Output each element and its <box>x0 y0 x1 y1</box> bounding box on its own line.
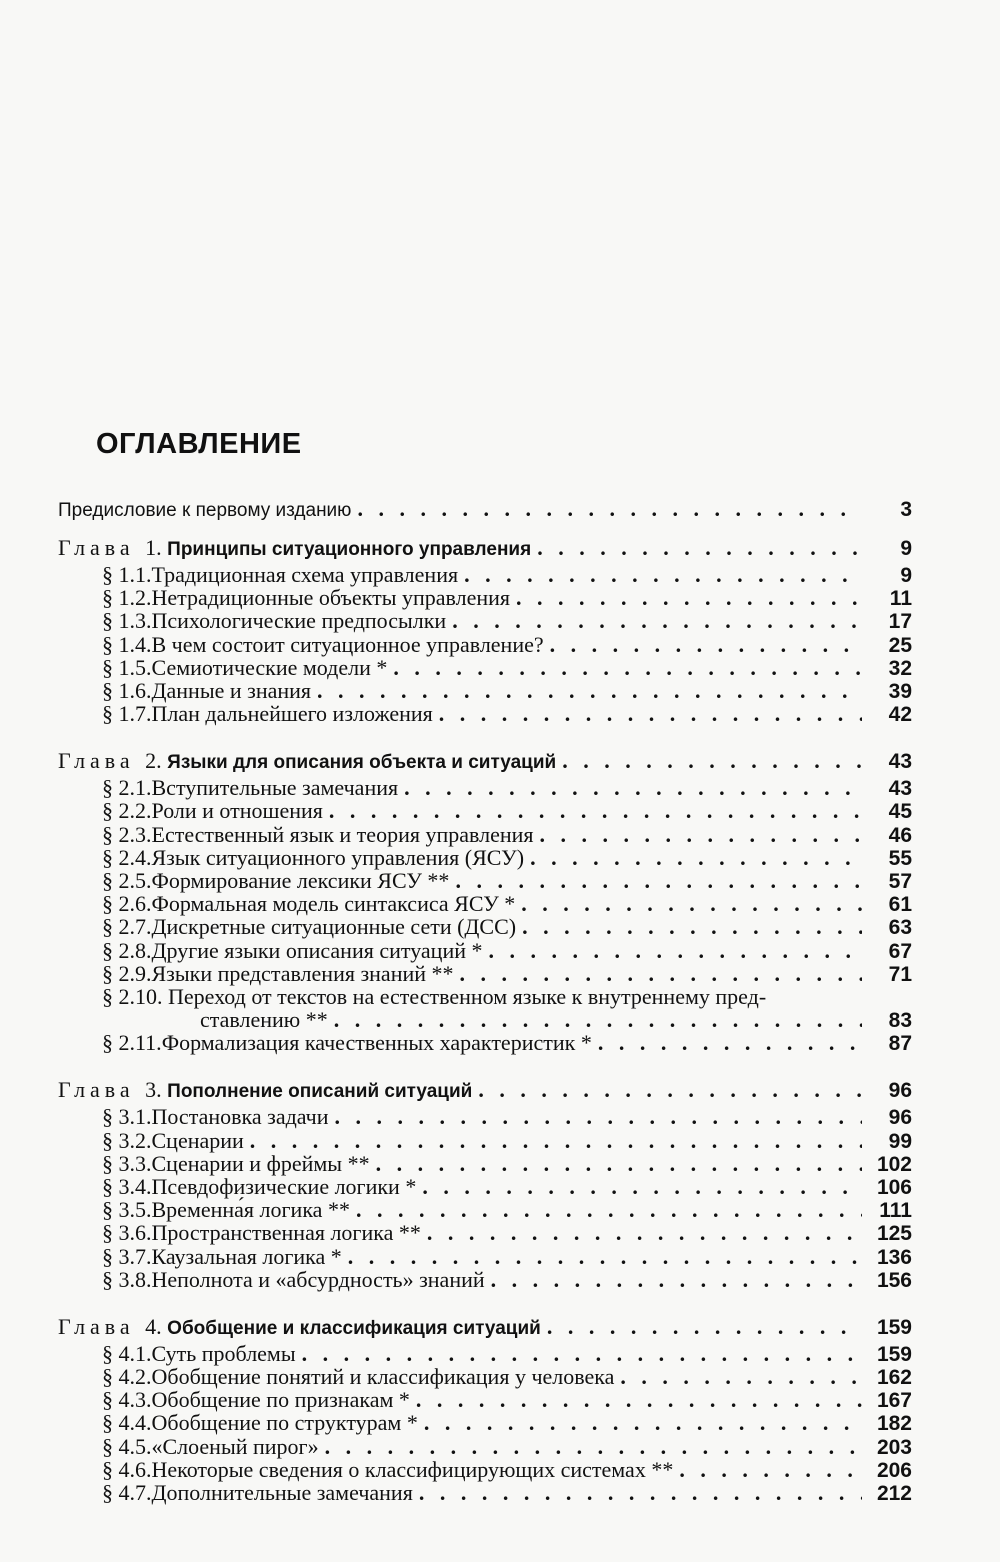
section-title: Нетрадиционные объекты управления <box>151 585 511 611</box>
section-number: § 4.3. <box>102 1387 152 1413</box>
section-number: § 3.6. <box>102 1220 152 1246</box>
section-label <box>102 679 311 703</box>
page-number: 57 <box>888 870 912 893</box>
section-entry[interactable] <box>102 1268 912 1293</box>
section-label <box>102 799 323 823</box>
page-number: 96 <box>888 1079 912 1103</box>
chapter-prefix: Глава <box>58 1077 146 1103</box>
section-label <box>102 892 515 916</box>
page-number: 3 <box>900 498 912 521</box>
page-number: 203 <box>876 1435 912 1459</box>
dot-leader <box>452 609 862 633</box>
section-label <box>102 846 524 870</box>
section-number: § 2.6. <box>102 891 152 917</box>
section-number: § 2.4. <box>102 844 152 870</box>
section-number: § 4.6. <box>102 1456 152 1482</box>
section-label <box>102 1435 319 1459</box>
section-number: § 2.2. <box>102 798 152 824</box>
section-label <box>102 1031 592 1055</box>
section-number: § 2.3. <box>102 821 152 847</box>
section-title: Другие языки описания ситуаций * <box>151 937 483 963</box>
section-title: Псевдофизические логики * <box>151 1174 417 1199</box>
section-label <box>102 1175 416 1199</box>
section-label <box>102 1268 485 1292</box>
page-number: 43 <box>888 750 912 774</box>
dot-leader <box>317 679 862 703</box>
section-title: Переход от текстов на естественном языке к внутреннему пред- <box>168 984 767 1009</box>
section-label <box>102 1365 614 1389</box>
section-title: Постановка задачи <box>151 1104 329 1130</box>
section-title: Формализация качественных характеристик * <box>161 1030 592 1056</box>
dot-leader <box>250 1129 862 1153</box>
page-number: 39 <box>888 680 912 703</box>
page-number: 9 <box>900 564 912 587</box>
dot-leader <box>478 1078 862 1102</box>
section-number: § 1.3. <box>102 608 152 634</box>
section-title: Дополнительные замечания <box>151 1480 413 1505</box>
section-label <box>102 563 458 587</box>
section-title: Некоторые сведения о классифицирующих системах ** <box>151 1456 674 1482</box>
chapter-prefix: Глава <box>58 748 146 774</box>
dot-leader <box>530 846 862 870</box>
page-number: 42 <box>888 703 912 727</box>
dot-leader <box>620 1365 862 1389</box>
section-number: § 3.2. <box>102 1127 152 1153</box>
section-number: § 3.8. <box>102 1266 152 1292</box>
section-title: Данные и знания <box>151 678 312 703</box>
section-title: Неполнота и «абсурдность» знаний <box>151 1266 485 1292</box>
page-number: 32 <box>888 656 912 680</box>
page-number: 206 <box>876 1458 912 1482</box>
section-title: Языки представления знаний ** <box>151 960 454 986</box>
page-number: 9 <box>900 537 912 560</box>
section-number: § 1.6. <box>102 678 152 703</box>
section-title: Обобщение по структурам * <box>151 1410 418 1436</box>
page-number: 102 <box>876 1152 912 1176</box>
dot-leader <box>491 1268 862 1292</box>
section-title: Каузальная логика * <box>151 1243 342 1269</box>
dot-leader <box>460 962 862 986</box>
section-number: § 2.8. <box>102 937 152 963</box>
section-label <box>102 776 398 800</box>
chapter-entry[interactable] <box>58 1078 912 1104</box>
dot-leader <box>550 633 862 657</box>
section-number: § 3.7. <box>102 1243 152 1269</box>
dot-leader <box>335 1105 863 1129</box>
dot-leader <box>376 1152 862 1176</box>
page-number: 156 <box>876 1268 912 1292</box>
dot-leader <box>464 563 862 587</box>
dot-leader <box>547 1315 862 1339</box>
chapter-number: 1. <box>145 535 168 560</box>
section-title: Вступительные замечания <box>151 775 399 801</box>
section-title: Формирование лексики ЯСУ ** <box>151 868 450 893</box>
section-number: § 2.9. <box>102 960 152 986</box>
section-label <box>102 869 449 893</box>
section-label <box>102 1152 370 1176</box>
chapter-entry[interactable] <box>58 536 912 562</box>
chapter-title: Принципы ситуационного управления <box>167 539 532 560</box>
chapter-label <box>58 1315 541 1341</box>
section-number: § 3.5. <box>102 1197 152 1223</box>
chapter-label <box>58 749 556 775</box>
section-number: § 2.7. <box>102 914 152 940</box>
section-title: Естественный язык и теория управления <box>151 821 534 847</box>
chapter-prefix: Глава <box>58 535 146 560</box>
section-title: Семиотические модели * <box>151 654 388 680</box>
section-number: § 1.5. <box>102 654 152 680</box>
chapter-prefix: Глава <box>58 1313 146 1339</box>
section-title: Сценарии <box>151 1127 244 1153</box>
section-title: Роли и отношения <box>151 798 323 824</box>
section-title: Дискретные ситуационные сети (ДСС) <box>151 914 517 940</box>
section-label <box>102 939 483 963</box>
dot-leader <box>598 1031 862 1055</box>
dot-leader <box>325 1435 862 1459</box>
dot-leader <box>427 1221 862 1245</box>
section-label <box>102 1458 673 1482</box>
section-label <box>102 1221 421 1245</box>
page-number: 159 <box>876 1315 912 1339</box>
section-label <box>102 1198 350 1222</box>
section-number: § 1.1. <box>102 562 152 587</box>
section-label <box>102 656 387 680</box>
chapter-title: Языки для описания объекта и ситуаций <box>167 752 557 774</box>
section-label <box>102 915 516 939</box>
page-number: 43 <box>888 777 912 801</box>
section-number: § 2.1. <box>102 775 152 801</box>
page-number: 11 <box>889 587 912 611</box>
page-number: 111 <box>879 1199 912 1223</box>
section-label <box>102 609 446 633</box>
chapter-label <box>58 536 531 562</box>
section-label <box>102 702 433 726</box>
chapter-number: 4. <box>145 1313 168 1339</box>
section-title: Обобщение по признакам * <box>151 1387 410 1413</box>
dot-leader <box>521 892 862 916</box>
page-number: 182 <box>876 1412 912 1436</box>
section-title: Формальная модель синтаксиса ЯСУ * <box>151 891 516 917</box>
chapter-number: 3. <box>145 1077 168 1103</box>
section-entry[interactable] <box>102 702 912 727</box>
page-number: 99 <box>888 1129 912 1153</box>
section-label <box>102 823 534 847</box>
page-number: 25 <box>888 633 912 657</box>
section-number: § 4.2. <box>102 1364 152 1389</box>
page-number: 159 <box>876 1342 912 1366</box>
section-label <box>102 1481 413 1505</box>
page-number: 162 <box>876 1366 912 1389</box>
page-title: ОГЛАВЛЕНИЕ <box>96 428 302 460</box>
section-entry[interactable] <box>102 1031 912 1056</box>
chapter-title: Обобщение и классификация ситуаций <box>167 1317 541 1339</box>
section-number: § 2.10. <box>102 984 168 1009</box>
dot-leader <box>422 1175 862 1199</box>
dot-leader <box>334 1008 862 1032</box>
dot-leader <box>356 1198 862 1222</box>
section-title: В чем состоит ситуационное управление? <box>151 631 544 657</box>
section-label <box>102 1411 418 1435</box>
page-number: 61 <box>888 893 912 917</box>
section-title: Традиционная схема управления <box>151 562 459 587</box>
chapter-label <box>58 1078 472 1104</box>
dot-leader <box>537 536 862 560</box>
page-number: 83 <box>888 1009 912 1033</box>
dot-leader <box>404 776 862 800</box>
dot-leader <box>540 823 862 847</box>
section-number: § 3.1. <box>102 1104 152 1130</box>
section-number: § 4.1. <box>102 1340 152 1366</box>
section-label <box>102 1342 296 1366</box>
section-label <box>102 1245 342 1269</box>
section-number: § 4.7. <box>102 1480 152 1505</box>
dot-leader <box>562 749 862 773</box>
section-title: Язык ситуационного управления (ЯСУ) <box>151 844 525 870</box>
section-title-cont: ставлению ** <box>200 1007 328 1033</box>
page-number: 46 <box>888 823 912 847</box>
section-entry-line[interactable] <box>102 985 766 1009</box>
chapter-entry[interactable] <box>58 1315 912 1341</box>
dot-leader <box>439 702 862 726</box>
page-number: 63 <box>888 916 912 940</box>
section-label <box>102 1388 410 1412</box>
dot-leader <box>489 939 863 963</box>
page-number: 136 <box>876 1245 912 1269</box>
dot-leader <box>302 1342 862 1366</box>
page-number: 45 <box>888 800 912 824</box>
dot-leader <box>348 1245 862 1269</box>
dot-leader <box>516 586 862 610</box>
section-number: § 4.5. <box>102 1433 152 1459</box>
dot-leader <box>679 1458 862 1482</box>
section-number: § 1.2. <box>102 585 152 611</box>
dot-leader <box>522 915 862 939</box>
page-number: 87 <box>888 1032 912 1056</box>
chapter-title: Пополнение описаний ситуаций <box>167 1081 473 1103</box>
dot-leader <box>419 1481 862 1505</box>
page-number: 55 <box>888 846 912 870</box>
dot-leader <box>424 1411 862 1435</box>
preface-label: Предисловие к первому изданию <box>58 500 352 521</box>
preface-entry[interactable] <box>58 497 912 523</box>
section-label <box>102 1129 244 1153</box>
dot-leader <box>357 497 862 521</box>
page-number: 125 <box>876 1222 912 1246</box>
dot-leader <box>416 1388 862 1412</box>
section-entry[interactable] <box>102 1481 912 1506</box>
chapter-number: 2. <box>145 748 168 774</box>
page-number: 167 <box>876 1389 912 1413</box>
section-title: «Слоеный пирог» <box>151 1433 319 1459</box>
page-number: 67 <box>888 939 912 963</box>
section-title: Сценарии и фреймы ** <box>151 1150 370 1176</box>
section-number: § 1.7. <box>102 701 152 727</box>
dot-leader <box>393 656 862 680</box>
section-label <box>102 962 454 986</box>
section-number: § 4.4. <box>102 1410 152 1436</box>
dot-leader <box>329 799 862 823</box>
chapter-entry[interactable] <box>58 749 912 775</box>
section-label <box>102 633 544 657</box>
section-title: Временна́я логика ** <box>151 1197 350 1223</box>
section-number: § 2.5. <box>102 868 152 893</box>
section-title: Обобщение понятий и классификация у человека <box>151 1364 615 1389</box>
section-label <box>102 1105 329 1129</box>
section-title: План дальнейшего изложения <box>151 701 433 727</box>
page-number: 212 <box>876 1482 912 1505</box>
section-title: Психологические предпосылки <box>151 608 447 634</box>
dot-leader <box>455 869 862 893</box>
page-number: 96 <box>888 1106 912 1130</box>
section-number: § 2.11. <box>102 1030 162 1056</box>
page-number: 71 <box>888 962 912 986</box>
section-number: § 3.4. <box>102 1174 152 1199</box>
section-title: Суть проблемы <box>151 1340 296 1366</box>
page-number: 17 <box>888 610 912 634</box>
section-title: Пространственная логика ** <box>151 1220 421 1246</box>
page-number: 106 <box>876 1176 912 1199</box>
section-label <box>102 586 510 610</box>
section-number: § 1.4. <box>102 631 152 657</box>
section-number: § 3.3. <box>102 1150 152 1176</box>
